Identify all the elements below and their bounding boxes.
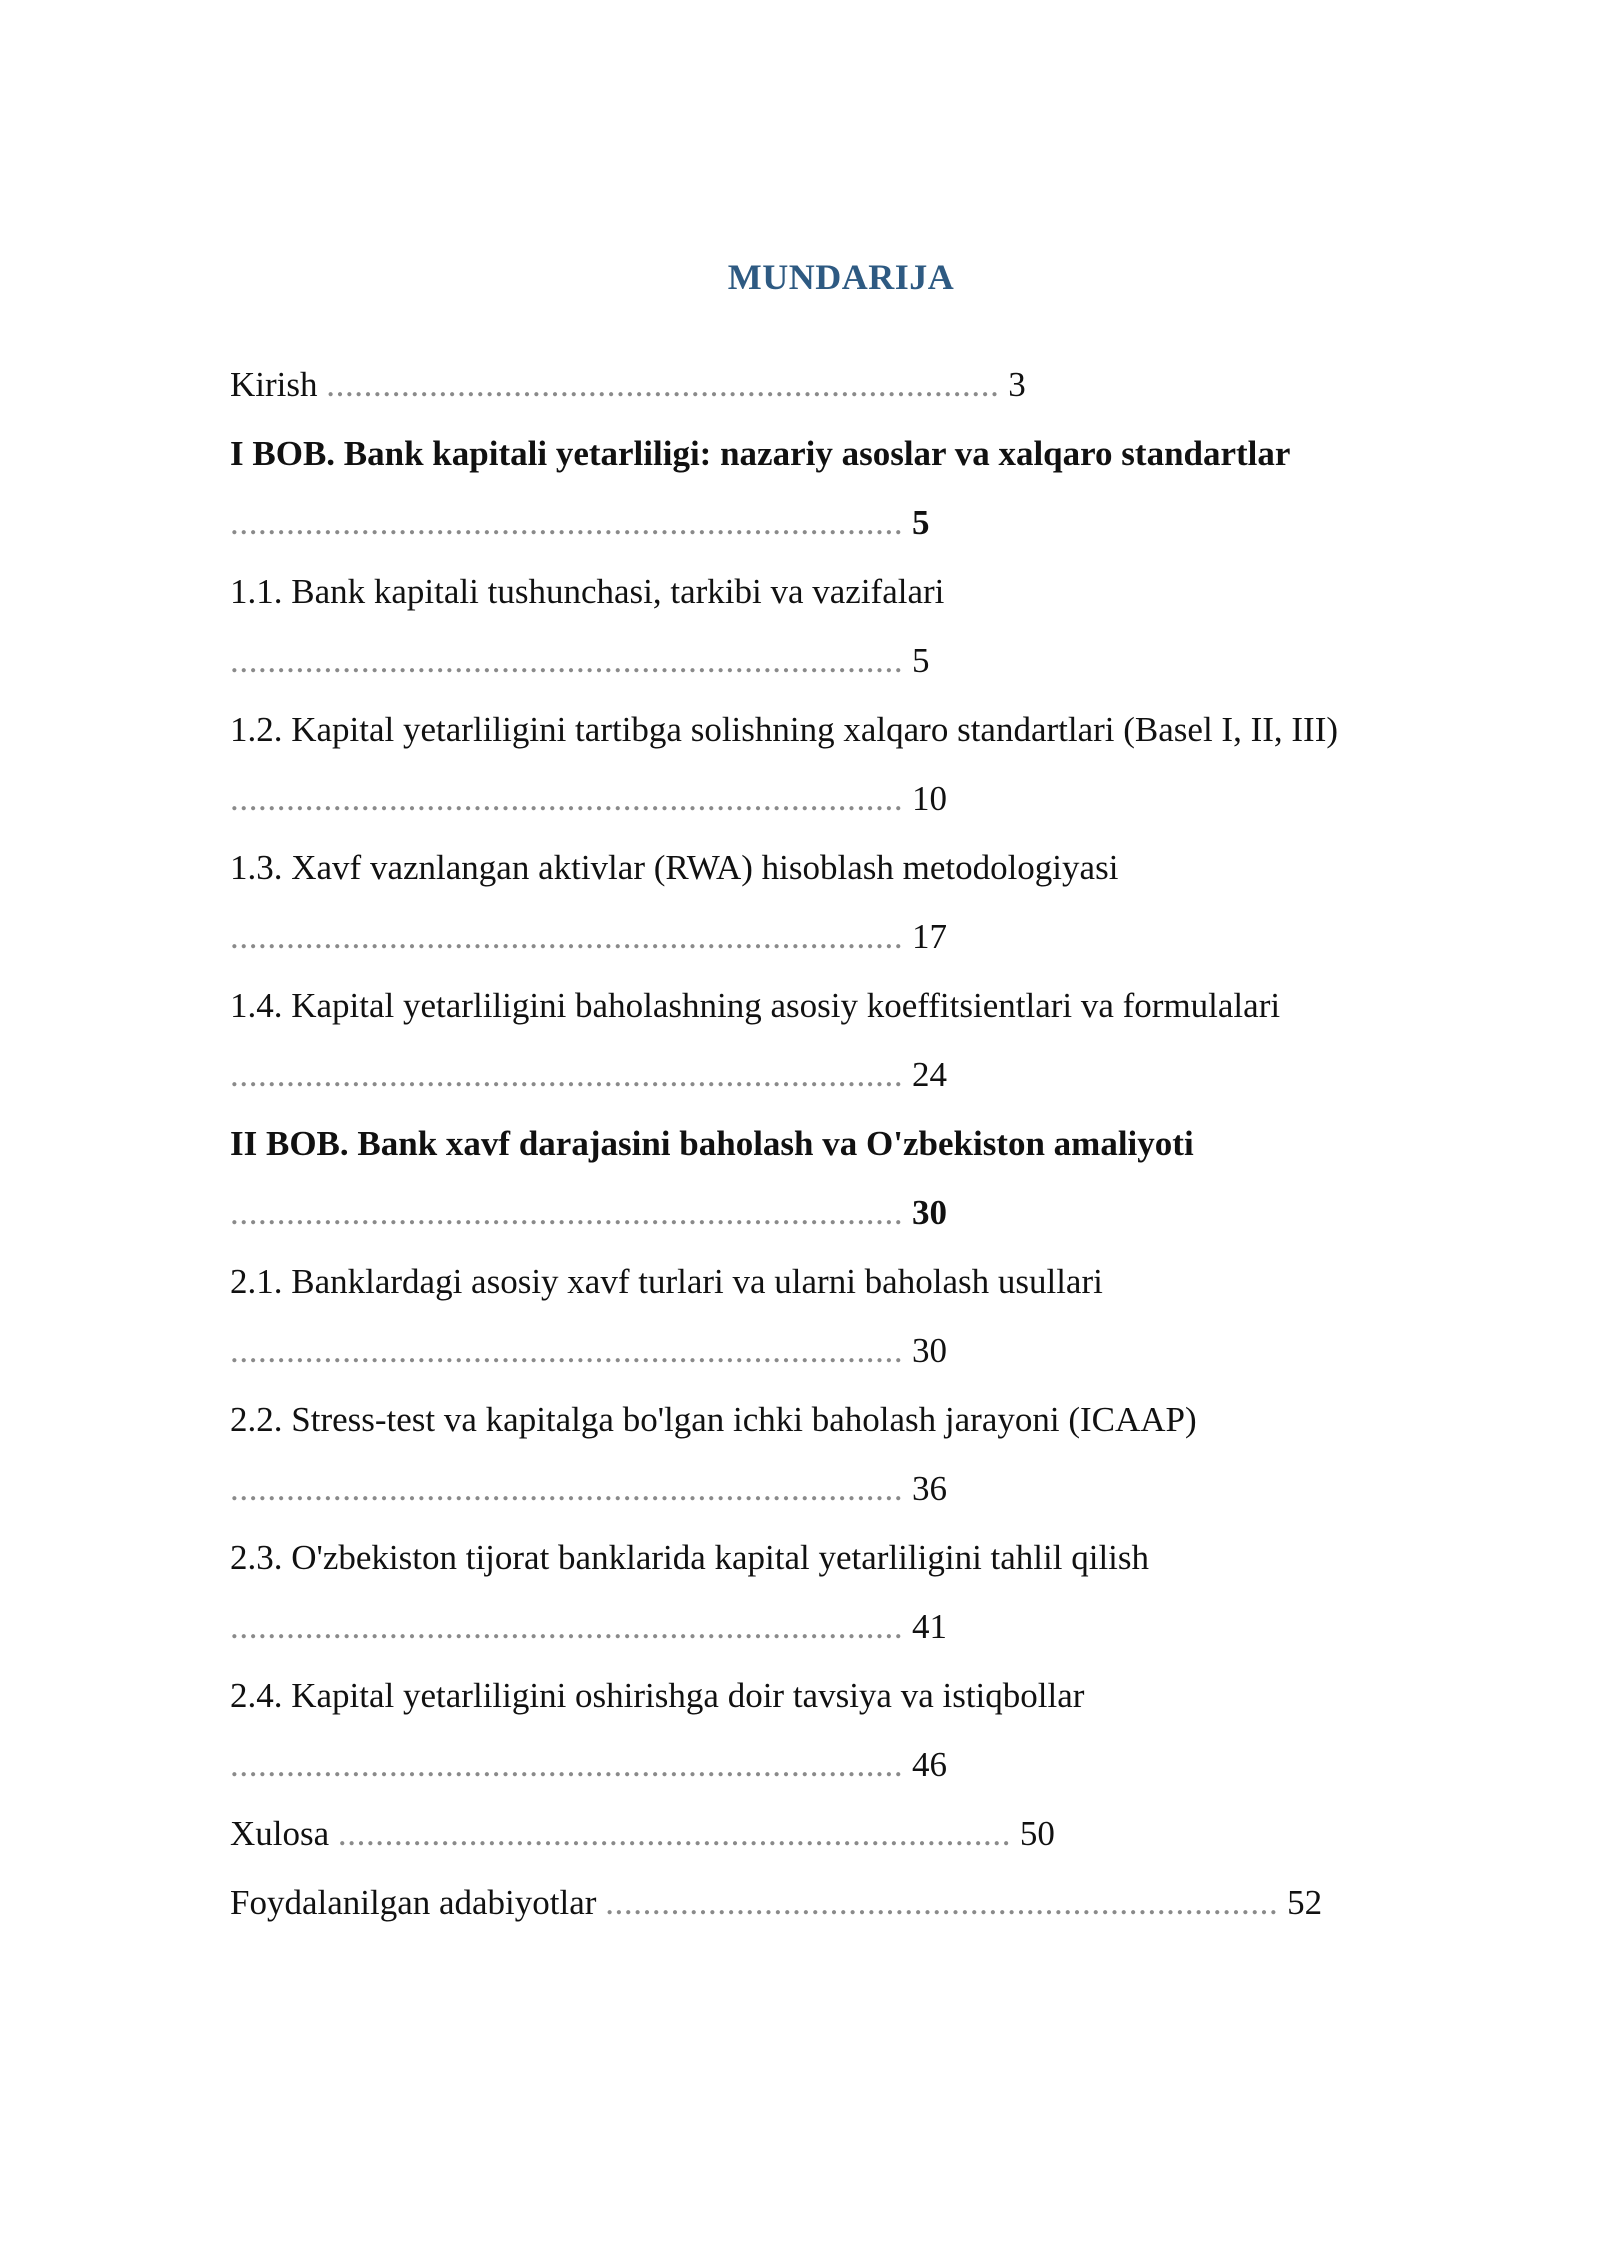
dot-leader: ........................................................................ [326, 365, 1000, 404]
dot-leader: ........................................................................ [230, 1193, 904, 1232]
toc-entry-2-3[interactable] [230, 1535, 1470, 1604]
toc-entry-page: 3 [1008, 365, 1026, 404]
toc-entry-xulosa[interactable] [230, 1811, 1470, 1880]
toc-entry-page: 10 [911, 779, 947, 818]
dot-leader: ........................................................................ [230, 779, 904, 818]
toc-entry-2-4-leader-line[interactable] [230, 1742, 1470, 1811]
dot-leader: ........................................................................ [230, 1055, 904, 1094]
toc-entry-2-2[interactable] [230, 1397, 1470, 1466]
toc-entry-page: 24 [911, 1055, 947, 1094]
toc-entry-chapter-2[interactable] [230, 1121, 1470, 1190]
toc-entry-page: 5 [911, 503, 930, 542]
toc-entry-kirish[interactable] [230, 362, 1470, 431]
toc-entry-1-4-leader-line[interactable] [230, 1052, 1470, 1121]
dot-leader: ........................................................................ [230, 503, 904, 542]
dot-leader: ........................................................................ [230, 1607, 904, 1646]
toc-entry-1-1[interactable] [230, 569, 1470, 638]
toc-entry-page: 5 [911, 641, 930, 680]
toc-entry-label: 2.1. Banklardagi asosiy xavf turlari va ularni baholash usullari [230, 1262, 1103, 1301]
toc-entry-label: 1.1. Bank kapitali tushunchasi, tarkibi va vazifalari [230, 572, 945, 611]
toc-entry-page: 50 [1019, 1814, 1055, 1853]
toc-entry-chapter-1-leader-line[interactable] [230, 500, 1470, 569]
toc-entry-page: 52 [1287, 1883, 1323, 1922]
dot-leader: ........................................................................ [230, 917, 904, 956]
toc-entry-2-4[interactable] [230, 1673, 1470, 1742]
toc-entry-label: Kirish [230, 365, 318, 404]
toc-entry-chapter-2-leader-line[interactable] [230, 1190, 1470, 1259]
toc-entry-label: Foydalanilgan adabiyotlar [230, 1883, 597, 1922]
dot-leader: ........................................................................ [230, 641, 904, 680]
toc-title: MUNDARIJA [727, 257, 955, 297]
toc-entry-label: I BOB. Bank kapitali yetarliligi: nazariy asoslar va xalqaro standartlar [230, 434, 1291, 473]
toc-entry-page: 17 [911, 917, 947, 956]
toc-entry-label: 1.4. Kapital yetarliligini baholashning asosiy koeffitsientlari va formulalari [230, 986, 1281, 1025]
dot-leader: ........................................................................ [605, 1883, 1279, 1922]
toc-entry-1-2[interactable] [230, 707, 1470, 776]
toc-entry-page: 46 [911, 1745, 947, 1784]
toc-entry-page: 30 [911, 1193, 947, 1232]
dot-leader: ........................................................................ [337, 1814, 1012, 1853]
dot-leader: ........................................................................ [230, 1331, 904, 1370]
toc-entry-page: 30 [911, 1331, 947, 1370]
toc-entry-label: 2.3. O'zbekiston tijorat banklarida kapital yetarliligini tahlil qilish [230, 1538, 1150, 1577]
toc-entry-label: 1.2. Kapital yetarliligini tartibga solishning xalqaro standartlari (Basel I, II, III) [230, 710, 1339, 749]
toc-entry-label: II BOB. Bank xavf darajasini baholash va O'zbekiston amaliyoti [230, 1124, 1194, 1163]
toc-entry-1-4[interactable] [230, 983, 1470, 1052]
toc-entry-page: 41 [911, 1607, 947, 1646]
toc-entry-label: 1.3. Xavf vaznlangan aktivlar (RWA) hisoblash metodologiyasi [230, 848, 1119, 887]
toc-entry-2-1-leader-line[interactable] [230, 1328, 1470, 1397]
toc-entry-page: 36 [911, 1469, 947, 1508]
toc-entry-2-3-leader-line[interactable] [230, 1604, 1470, 1673]
toc-entry-adabiyotlar[interactable] [230, 1880, 1470, 1949]
toc-entry-2-1[interactable] [230, 1259, 1470, 1328]
toc-entry-label: 2.4. Kapital yetarliligini oshirishga doir tavsiya va istiqbollar [230, 1676, 1085, 1715]
toc-entry-1-3[interactable] [230, 845, 1470, 914]
toc-entry-label: Xulosa [230, 1814, 330, 1853]
table-of-contents [230, 362, 1470, 1949]
toc-entry-chapter-1[interactable] [230, 431, 1470, 500]
toc-entry-1-3-leader-line[interactable] [230, 914, 1470, 983]
dot-leader: ........................................................................ [230, 1469, 904, 1508]
toc-entry-1-2-leader-line[interactable] [230, 776, 1470, 845]
toc-entry-2-2-leader-line[interactable] [230, 1466, 1470, 1535]
toc-entry-1-1-leader-line[interactable] [230, 638, 1470, 707]
dot-leader: ........................................................................ [230, 1745, 904, 1784]
toc-entry-label: 2.2. Stress-test va kapitalga bo'lgan ichki baholash jarayoni (ICAAP) [230, 1400, 1197, 1439]
